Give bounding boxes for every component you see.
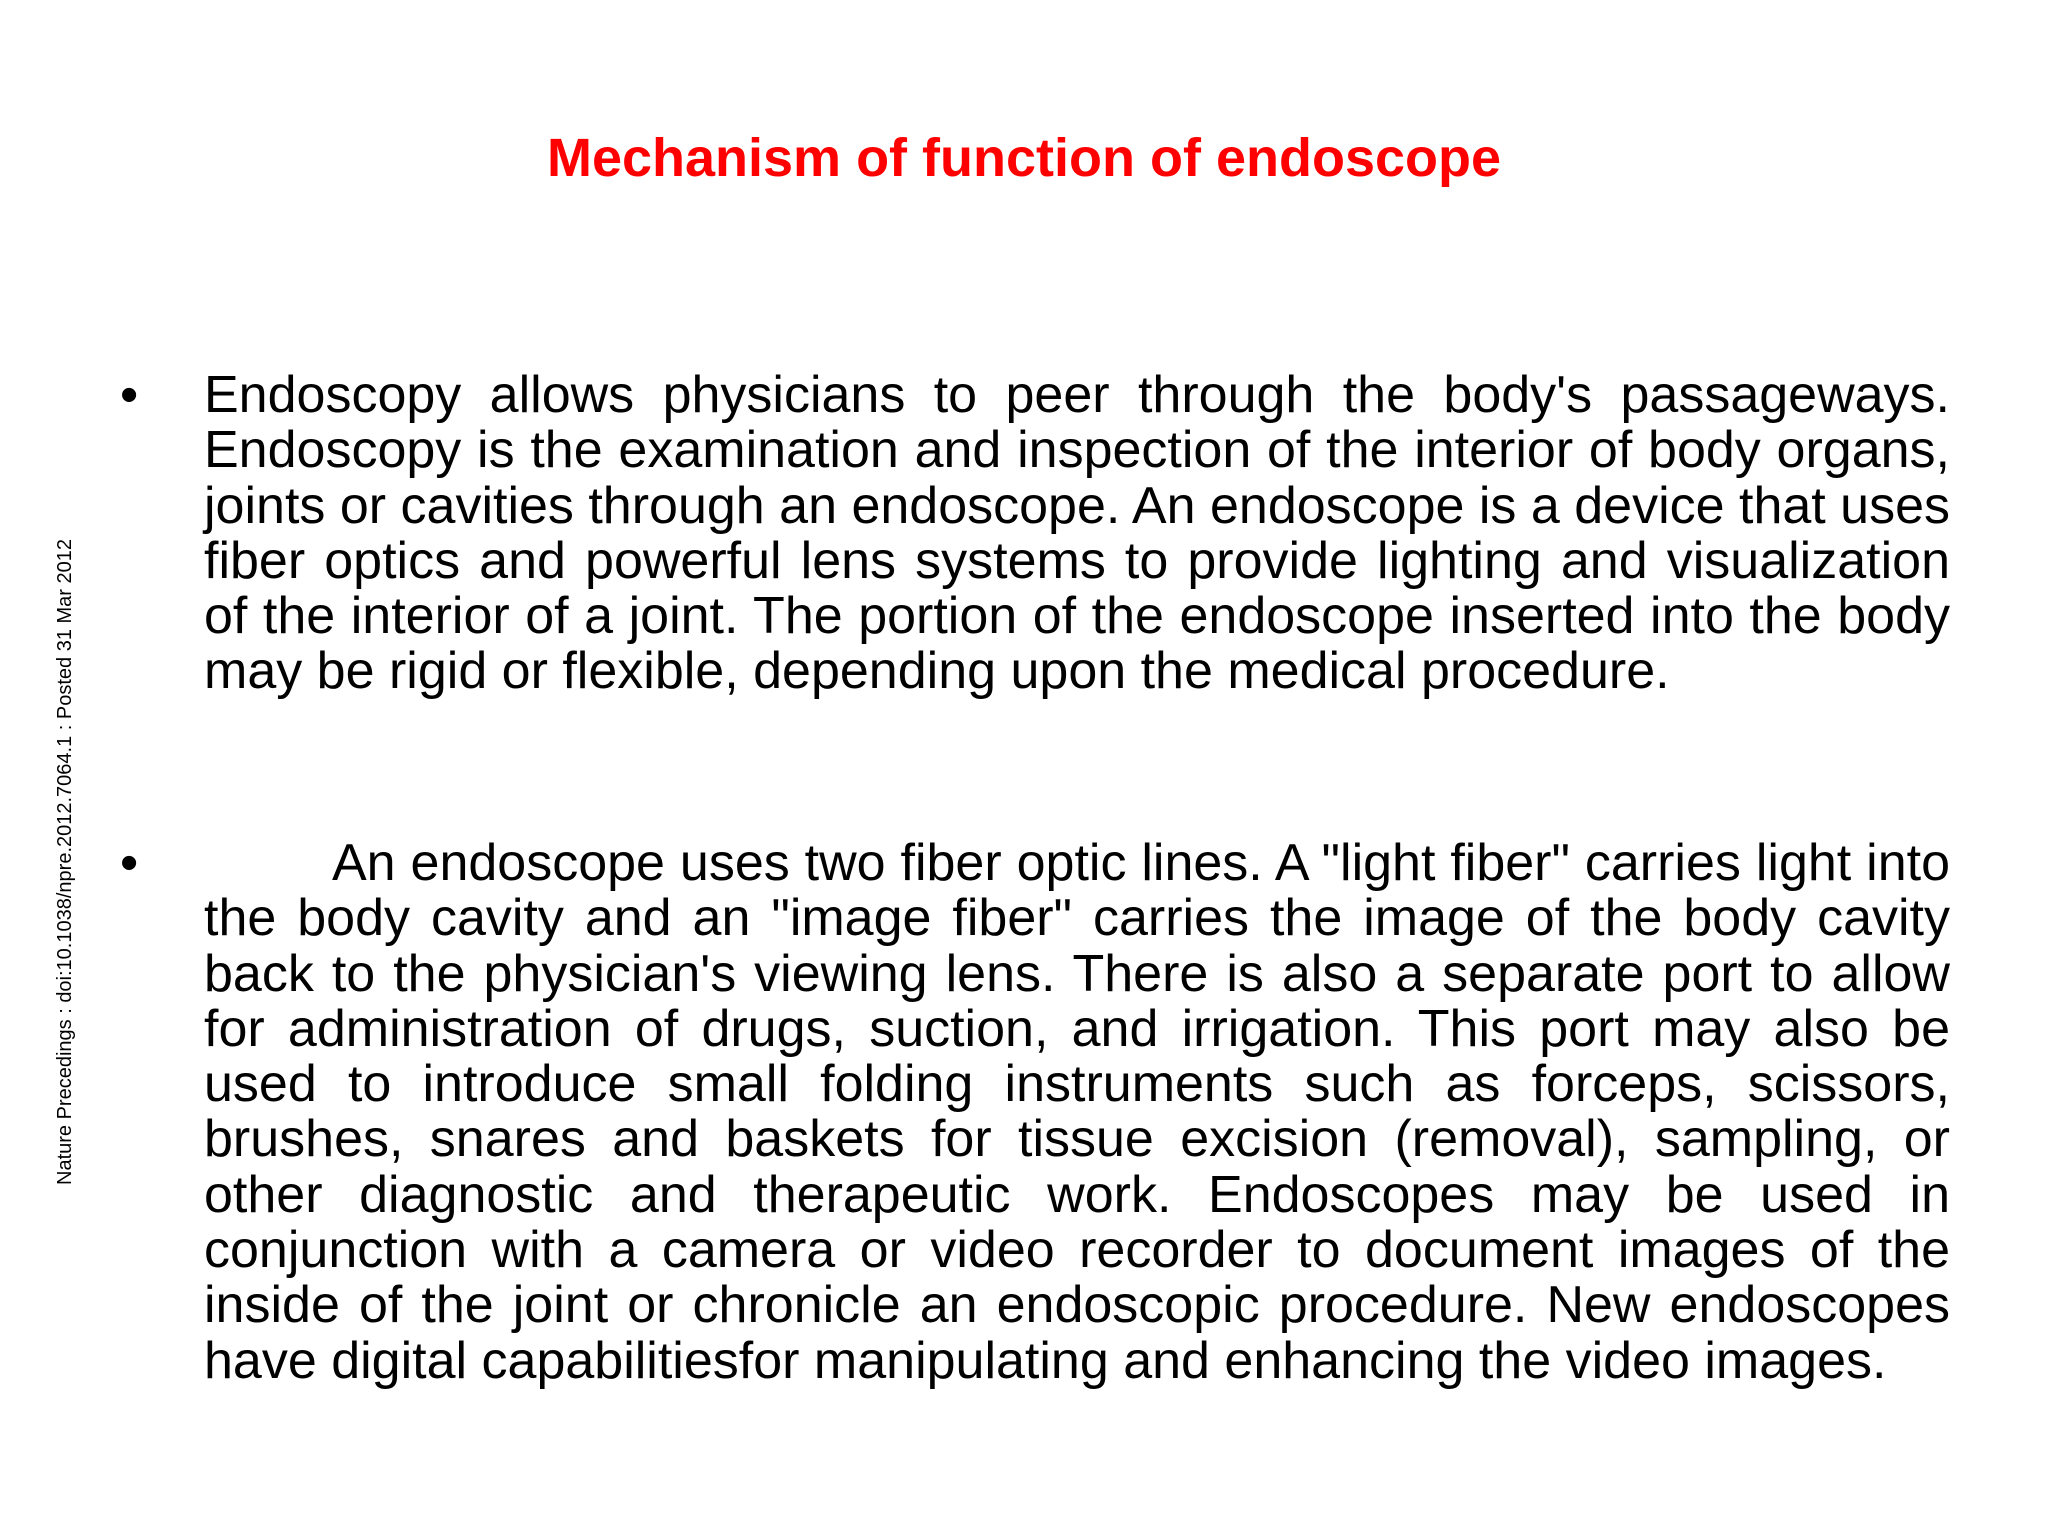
bullet-marker: •	[120, 834, 139, 892]
slide-title: Mechanism of function of endoscope	[546, 128, 1502, 188]
bullet-text: Endoscopy allows physicians to peer through the body's passageways. Endoscopy is the examination and inspection of the interior of body organs, joints or cavities through an endoscope. An endoscope is a device that uses fiber optics and powerful lens systems to provide lighting and visualization of the interior of a joint. The portion of the endoscope inserted into the body may be rigid or flexible, depending upon the medical procedure.	[204, 366, 1951, 701]
bullet-marker: •	[120, 366, 139, 424]
doi-posting-stamp: Nature Precedings : doi:10.1038/npre.2012.7064.1 : Posted 31 Mar 2012	[54, 538, 76, 1185]
bullet-text: An endoscope uses two fiber optic lines. A "light fiber" carries light into the body cavity and an "image fiber" carries the image of the body cavity back to the physician's viewing lens. There is also a separate port to allow for administration of drugs, suction, and irrigation. This port may also be used to introduce small folding instruments such as forceps, scissors, brushes, snares and baskets for tissue excision (removal), sampling, or other diagnostic and therapeutic work. Endoscopes may be used in conjunction with a camera or video recorder to document images of the inside of the joint or chronicle an endoscopic procedure. New endoscopes have digital capabilitiesfor manipulating and enhancing the video images.	[204, 834, 1950, 1390]
